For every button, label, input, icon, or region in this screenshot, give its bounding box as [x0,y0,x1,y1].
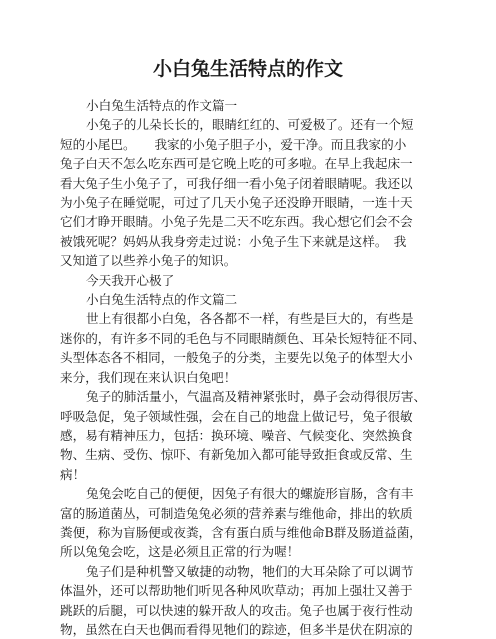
text-line: 小白兔生活特点的作文篇一 [86,98,238,113]
text-line: 短的小尾巴。 我家的小兔子胆子小，爱干净。而且我家的小 [60,136,407,152]
text-line: 来分，我们现在来认识白兔吧！ [60,369,237,385]
text-line: 物，虽然在白天也偶而看得见牠们的踪迹，但多半是伏在阴凉的 [60,621,413,637]
text-line: 粪便，称为盲肠便或夜粪，含有蛋白质与维他命B群及肠道益菌， [60,524,422,540]
text-line: 迷你的，有许多不同的毛色与不同眼睛颜色、耳朵长短特征不同、 [60,330,426,346]
text-line: 为小兔子在睡觉呢，可过了几天小兔子还没睁开眼睛，一连十天 [60,195,413,211]
text-line: 被饿死呢？妈妈从我身旁走过说：小兔子生下来就是这样。 我 [60,233,407,249]
text-line: 感，易有精神压力，包括：换环境、噪音、气候变化、突然换食 [60,427,413,443]
text-line: 看大兔子生小兔子了，可我仔细一看小兔子闭着眼睛呢。我还以 [60,175,413,191]
text-line: 病！ [60,466,86,482]
text-line: 兔子们是种机警又敏捷的动物，牠们的大耳朵除了可以调节 [86,563,414,579]
text-line: 体温外，还可以帮助牠们听见各种风吹草动；再加上强壮又善于 [60,583,413,599]
text-line: 又知道了以些养小兔子的知识。 [60,253,237,269]
text-line: 小兔子的儿朵长长的，眼睛红红的、可爱极了。还有一个短 [86,117,414,133]
text-line: 兔子白天不怎么吃东西可是它晚上吃的可多啦。在早上我起床一 [60,156,413,172]
text-line: 小白兔生活特点的作文篇二 [86,292,238,308]
article-title: 小白兔生活特点的作文 [152,58,343,80]
text-line: 所以兔兔会吃，这是必须且正常的行为喔！ [60,544,300,560]
text-line: 头型体态各不相同，一般兔子的分类，主要先以兔子的体型大小 [60,350,413,366]
text-line: 兔兔会吃自己的便便，因兔子有很大的螺旋形盲肠，含有丰 [86,486,414,502]
text-line: 呼吸急促，兔子领域性强，会在自己的地盘上做记号，兔子很敏 [60,408,413,424]
article-body [60,96,430,639]
text-line: 兔子的肺活量小，气温高及精神紧张时，鼻子会动得很厉害、 [86,389,427,405]
text-line: 富的肠道菌丛，可制造兔兔必须的营养素与维他命，排出的软质 [60,505,413,521]
text-line: 今天我开心极了 [86,272,175,288]
text-line: 世上有很都小白兔，各各都不一样，有些是巨大的，有些是 [86,311,414,327]
text-line: 物、生病、受伤、惊吓、有新兔加入都可能导致拒食或反常、生 [60,447,413,463]
text-line: 它们才睁开眼睛。小兔子先是二天不吃东西。我心想它们会不会 [60,214,413,230]
text-line: 跳跃的后腿，可以快速的躲开敌人的攻击。兔子也属于夜行性动 [60,602,413,618]
